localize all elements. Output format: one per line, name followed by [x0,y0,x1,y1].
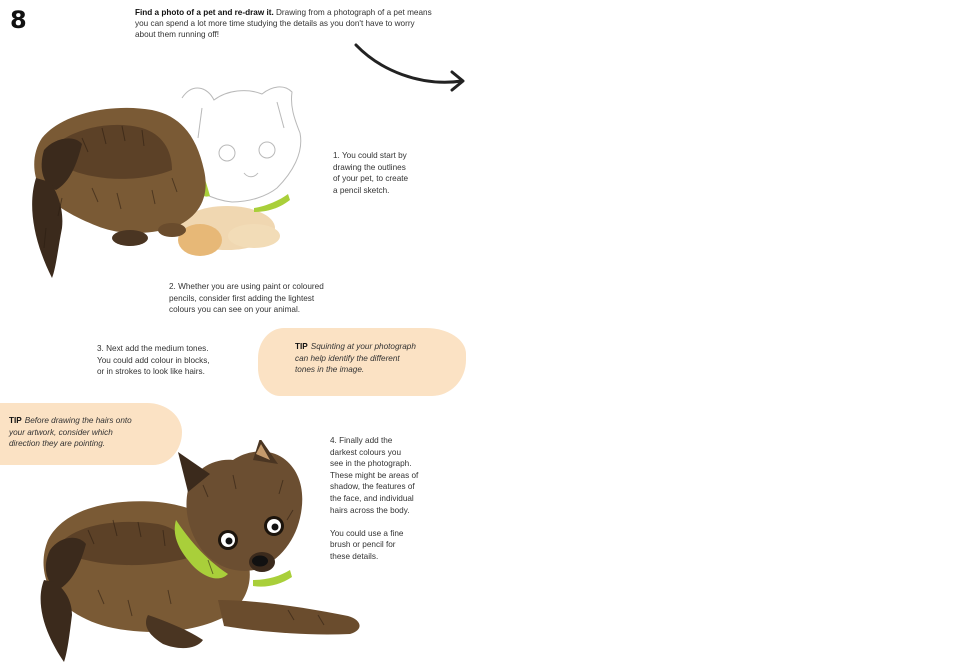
step-line: 1. You could start by [333,151,407,160]
tip-line: Before drawing the hairs onto [24,416,132,425]
step-line: brush or pencil for [330,540,396,550]
finished-dog-illustration [28,440,368,665]
step-line: You could use a fine [330,528,404,538]
tip-label: TIP [9,416,22,425]
tip-line: tones in the image. [295,365,365,375]
tip-hairs-text [9,415,179,450]
step-line: These might be areas of [330,470,419,480]
step-line: pencils, consider first adding the lightest [169,293,315,303]
step-line: hairs across the body. [330,505,410,515]
step-line: the face, and individual [330,493,414,503]
step-line: or in strokes to look like hairs. [97,367,205,377]
step-line: 2. Whether you are using paint or coloured [169,282,324,291]
intro-body: Drawing from a photograph of a pet means you can spend a lot more time studying the details as you don't have to worry about them running off! [135,8,432,39]
step-line: drawing the outlines [333,162,406,172]
tip-line: Squinting at your photograph [310,342,416,351]
step-line: You could add colour in blocks, [97,355,210,365]
intro-lead: Find a photo of a pet and re-draw it. [135,8,274,17]
step-line: 3. Next add the medium tones. [97,344,209,353]
tip-line: can help identify the different [295,353,400,363]
dog-sketch-illustration [22,78,312,288]
step-spacer [330,516,480,528]
step-line: see in the photograph. [330,459,412,469]
step-4-text [330,435,480,563]
step-line: shadow, the features of [330,482,415,492]
tip-line: direction they are pointing. [9,439,106,449]
step-line: 4. Finally add the [330,436,393,445]
tip-squinting-text [295,341,465,376]
step-line: of your pet, to create [333,174,409,184]
step-line: colours you can see on your animal. [169,305,301,315]
step-line: a pencil sketch. [333,185,390,195]
page-number: 8 [10,6,27,34]
step-2-text [169,281,429,316]
tip-label: TIP [295,342,308,351]
step-line: darkest colours you [330,447,401,457]
curved-arrow-icon [350,35,470,95]
step-line: these details. [330,551,379,561]
tip-line: your artwork, consider which [9,427,113,437]
step-1-text [333,150,473,196]
